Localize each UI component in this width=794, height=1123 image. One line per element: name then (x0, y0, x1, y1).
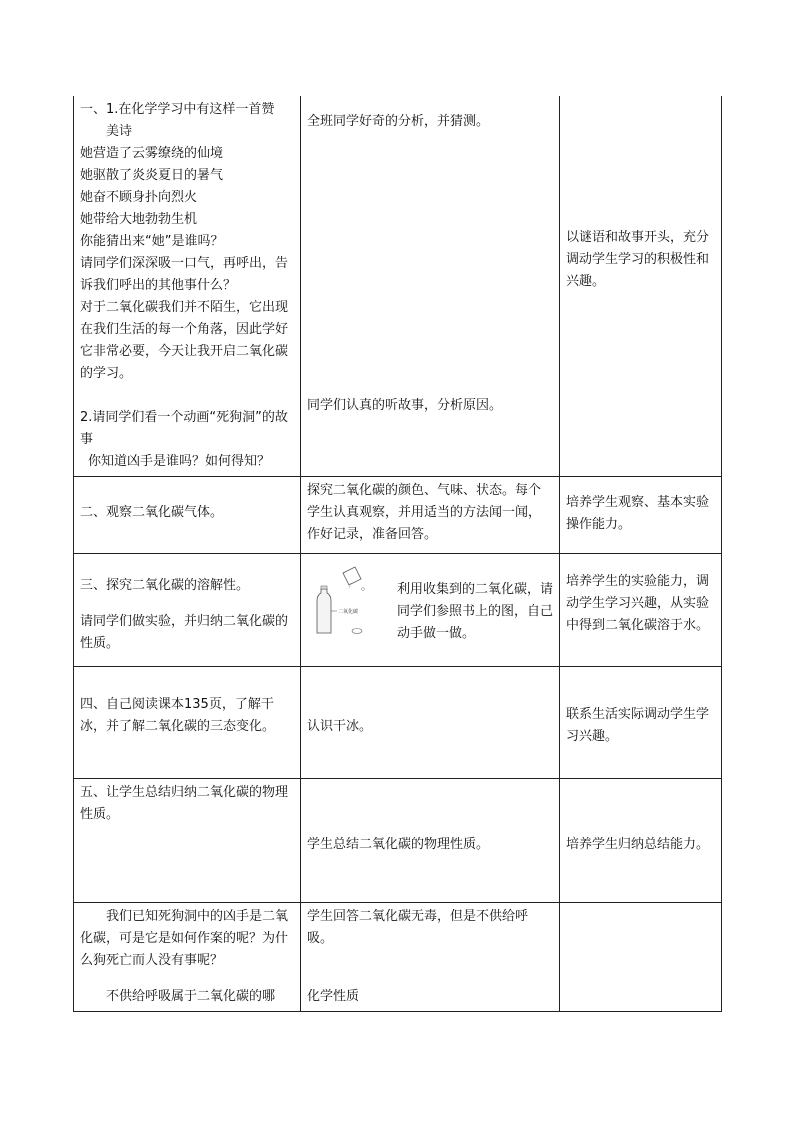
student-answer-text: 学生回答二氧化碳无毒，但是不供给呼吸。 (307, 909, 529, 946)
teacher-activity-cell (74, 477, 301, 554)
summary-student-text: 学生总结二氧化碳的物理性质。 (307, 837, 490, 852)
observe-step: 二、观察二氧化碳气体。 (80, 505, 224, 520)
design-intent-cell (560, 779, 722, 903)
story-prompt: 2.请同学们看一个动画“死狗洞”的故事 (80, 410, 288, 447)
intro-paragraph: 对于二氧化碳我们并不陌生，它出现在我们生活的每一个角落，因此学好它非常必要，今天让我开启二氧化碳的学习。 (80, 300, 289, 381)
solubility-instruction: 请同学们做实验，并归纳二氧化碳的性质。 (80, 614, 289, 651)
teacher-activity-cell (74, 903, 301, 1012)
observe-student-text: 探究二氧化碳的颜色、气味、状态。每个学生认真观察，并用适当的方法闻一闻，作好记录，准备回答。 (307, 483, 542, 542)
poem-line: 她奋不顾身扑向烈火 (80, 190, 198, 205)
dry-ice-student-text: 认识干冰。 (307, 719, 373, 734)
bottle-experiment-figure (315, 565, 387, 637)
dry-ice-step: 四、自己阅读课本135页，了解干冰，并了解二氧化碳的三态变化。 (80, 697, 276, 734)
dry-ice-intent: 联系生活实际调动学生学习兴趣。 (566, 707, 710, 744)
student-listen-text: 同学们认真的听故事，分析原因。 (307, 398, 503, 413)
poem-line: 她驱散了炎炎夏日的暑气 (80, 168, 224, 183)
table-row (74, 667, 722, 779)
teacher-activity-cell (74, 96, 301, 477)
table-row (74, 554, 722, 667)
breath-question: 请同学们深深吸一口气，再呼出，告诉我们呼出的其他事什么？ (80, 256, 289, 293)
chemical-property-label: 化学性质 (307, 989, 360, 1004)
table-row (74, 779, 722, 903)
dish-shape (352, 629, 362, 634)
lesson-plan-table (73, 96, 722, 1012)
murder-question: 我们已知死狗洞中的凶手是二氧化碳，可是它是如何作案的呢？为什么狗死亡而人没有事呢？ (80, 909, 289, 968)
property-question: 不供给呼吸属于二氧化碳的哪 (106, 989, 276, 1004)
design-intent-cell (560, 903, 722, 1012)
solubility-step: 三、探究二氧化碳的溶解性。 (80, 578, 250, 593)
observe-intent: 培养学生观察、基本实验操作能力。 (566, 495, 710, 532)
design-intent-cell (560, 667, 722, 779)
bottle-shape (317, 589, 331, 633)
bottle-cap (321, 586, 327, 589)
poem-line: 她营造了云雾缭绕的仙境 (80, 146, 224, 161)
table-row (74, 477, 722, 554)
student-activity-cell (301, 903, 560, 1012)
student-activity-cell (301, 477, 560, 554)
student-activity-cell (301, 96, 560, 477)
design-intent-cell (560, 96, 722, 477)
student-guess-text: 全班同学好奇的分析，并猜测。 (307, 114, 490, 129)
design-intent-cell (560, 477, 722, 554)
student-activity-cell (301, 554, 560, 667)
student-activity-cell (301, 667, 560, 779)
summary-intent: 培养学生归纳总结能力。 (566, 837, 710, 852)
design-intent-text: 以谜语和故事开头，充分调动学生学习的积极性和兴趣。 (566, 230, 710, 289)
story-question: 你知道凶手是谁吗？如何得知？ (88, 454, 271, 469)
summary-step: 五、让学生总结归纳二氧化碳的物理性质。 (80, 785, 289, 822)
riddle-question: 你能猜出来“她”是谁吗？ (80, 234, 224, 249)
teacher-activity-cell (74, 667, 301, 779)
pour-stream (349, 583, 351, 589)
teacher-activity-cell (74, 779, 301, 903)
solubility-intent: 培养学生的实验能力，调动学生学习兴趣，从实验中得到二氧化碳溶于水。 (566, 574, 710, 633)
figure-label: 二氧化碳 (338, 609, 359, 615)
bubble-mark (362, 588, 365, 591)
student-activity-cell (301, 779, 560, 903)
experiment-instruction: 利用收集到的二氧化碳，请同学们参照书上的图，自己动手做一做。 (397, 582, 554, 641)
table-row (74, 903, 722, 1012)
table-row (74, 96, 722, 477)
intro-heading: 一、1.在化学学习中有这样一首赞 (80, 102, 275, 117)
beaker-shape (343, 567, 361, 585)
intro-heading-cont: 美诗 (106, 124, 133, 139)
teacher-activity-cell (74, 554, 301, 667)
poem-line: 她带给大地勃勃生机 (80, 212, 198, 227)
design-intent-cell (560, 554, 722, 667)
